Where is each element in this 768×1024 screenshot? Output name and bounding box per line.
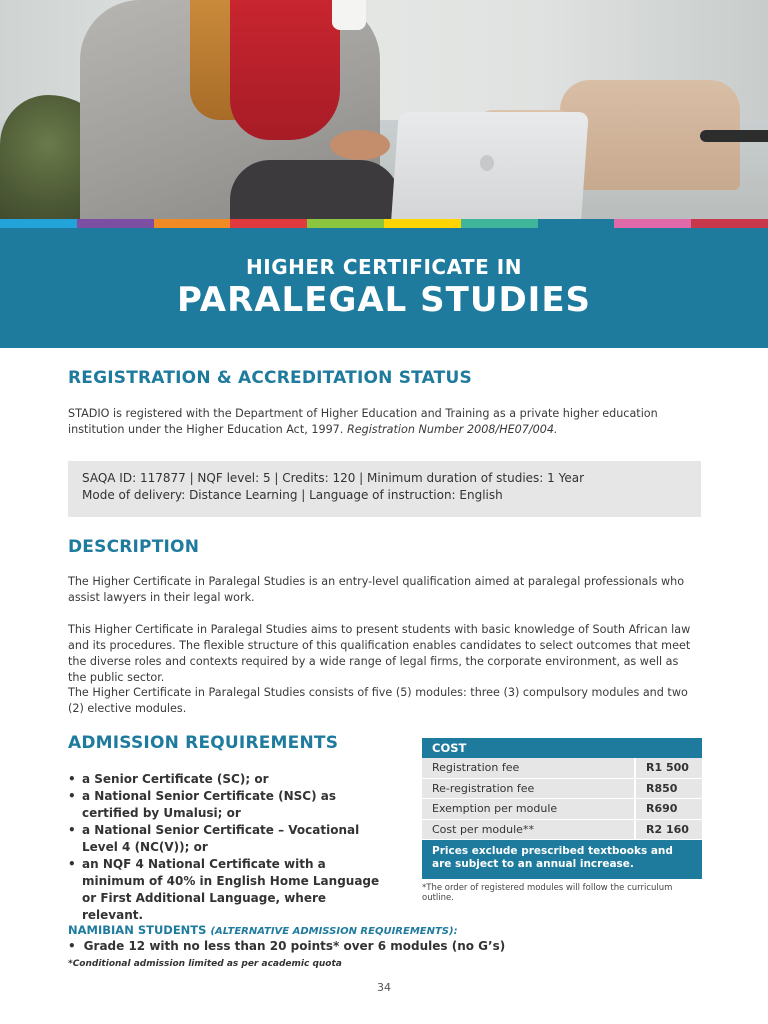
page-number: 34 [377,981,391,994]
namibian-title-alt: (ALTERNATIVE ADMISSION REQUIREMENTS): [210,926,458,937]
cost-label: Registration fee [422,758,636,778]
cost-label: Exemption per module [422,799,636,819]
namibian-note: *Conditional admission limited as per academic quota [68,959,342,969]
cost-value: R2 160 [646,822,689,836]
bullet-icon: • [68,823,76,837]
list-item [68,788,388,822]
list-item [68,856,388,924]
cost-value: R690 [646,802,678,815]
table-row [422,820,702,841]
info-line-2: Mode of delivery: Distance Learning | Language of instruction: English [82,488,503,502]
hero-person-scarf [230,0,340,140]
color-strip-segment [230,219,307,228]
table-row [422,779,702,800]
admission-heading: ADMISSION REQUIREMENTS [68,733,339,753]
list-item-text: a National Senior Certificate (NSC) as certified by Umalusi; or [82,789,336,820]
color-strip-segment [384,219,461,228]
description-paragraph: The Higher Certificate in Paralegal Studies is an entry-level qualification aimed at paralegal professionals who assist lawyers in their legal work. [68,575,685,604]
table-row [422,799,702,820]
list-item [68,939,505,953]
namibian-requirement: Grade 12 with no less than 20 points* over 6 modules (no G’s) [83,939,506,953]
title-subtitle: HIGHER CERTIFICATE IN [246,255,522,279]
color-strip-segment [0,219,77,228]
list-item-text: a Senior Certificate (SC); or [82,772,269,786]
hero-person-legs [230,160,400,219]
list-item-text: an NQF 4 National Certificate with a minimum of 40% in English Home Language or First Additional Language, where relevant. [82,857,380,922]
bullet-icon: • [68,857,76,871]
cost-heading: COST [422,738,702,758]
color-strip-segment [614,219,691,228]
color-strip-segment [461,219,538,228]
registration-heading: REGISTRATION & ACCREDITATION STATUS [68,368,472,388]
hero-hand [330,130,390,160]
registration-text-main: STADIO is registered with the Department of Higher Education and Training as a private higher education institution under the Higher Education Act, 1997. [68,407,658,436]
list-item-text: a National Senior Certificate – Vocational Level 4 (NC(V)); or [82,823,360,854]
namibian-heading [68,923,458,937]
bullet-icon: • [68,789,76,803]
bullet-icon: • [68,939,76,953]
cost-value: R1 500 [646,761,689,774]
cost-label: Cost per module** [422,820,636,840]
description-paragraph: This Higher Certificate in Paralegal Studies aims to present students with basic knowledge of South African law and its procedures. The flexible structure of this qualification enables candidates to select outcomes that meet the diverse roles and contexts required by a wide range of legal firms, the corporate environment, as well as the public sector. [68,623,691,684]
color-strip-segment [538,219,615,228]
table-row [422,758,702,779]
info-line-1: SAQA ID: 117877 | NQF level: 5 | Credits: 120 | Minimum duration of studies: 1 Year [82,471,585,485]
list-item [68,771,388,788]
laptop-logo [480,155,494,171]
color-strip [0,219,768,228]
registration-number: Registration Number 2008/HE07/004. [346,423,558,436]
bullet-icon: • [68,772,76,786]
cost-value: R850 [646,781,678,795]
color-strip-segment [154,219,231,228]
cost-footnote: *The order of registered modules will follow the curriculum outline. [422,883,673,903]
qualification-info-box [68,461,701,517]
page-title: PARALEGAL STUDIES [176,280,592,320]
title-band [0,228,768,348]
hero-table [700,130,768,142]
cost-note: Prices exclude prescribed textbooks and are subject to an annual increase. [422,840,702,879]
color-strip-segment [691,219,768,228]
registration-text [68,406,700,438]
description-paragraph: The Higher Certificate in Paralegal Studies consists of five (5) modules: three (3) compulsory modules and two (2) elective modules. [68,686,688,715]
namibian-title: NAMIBIAN STUDENTS [68,923,207,937]
color-strip-segment [307,219,384,228]
list-item [68,822,388,856]
color-strip-segment [77,219,154,228]
hero-cup [332,0,366,30]
cost-table [422,738,702,903]
hero-photo [0,0,768,219]
admission-list [68,771,388,924]
cost-label: Re-registration fee [422,779,636,799]
description-heading: DESCRIPTION [68,537,200,557]
